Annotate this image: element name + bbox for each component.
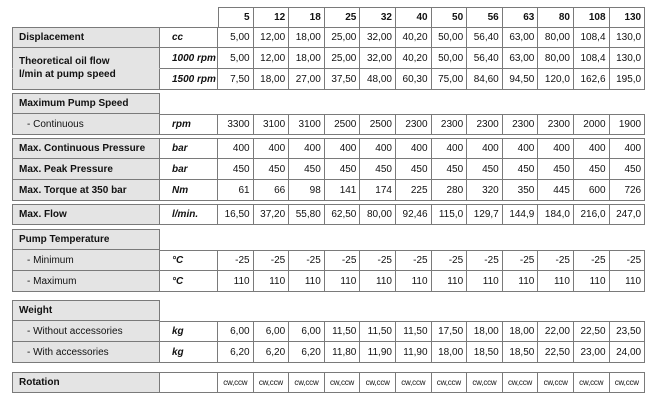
value-cell: 32,00 (360, 48, 396, 69)
value-cell: 144,9 (503, 204, 539, 225)
pump-temperature-min-label: - Minimum (12, 250, 160, 271)
value-cell: 6,20 (254, 342, 290, 363)
value-cell: cw,ccw (289, 372, 325, 393)
value-cell: 56,40 (467, 48, 503, 69)
value-cell: 18,50 (467, 342, 503, 363)
unit-cell: bar (160, 138, 218, 159)
size-header: 130 (610, 7, 646, 28)
value-cell: 129,7 (467, 204, 503, 225)
oil-flow-row-1000 (12, 48, 646, 69)
value-cell: 12,00 (254, 27, 290, 48)
value-cell: 18,50 (503, 342, 539, 363)
value-cell: cw,ccw (538, 372, 574, 393)
max-peak-pressure-label: Max. Peak Pressure (12, 159, 160, 180)
unit-cell: bar (160, 159, 218, 180)
value-cell: 400 (432, 138, 468, 159)
value-cell: -25 (289, 250, 325, 271)
value-cell: 2300 (538, 114, 574, 135)
pump-temperature-max-row (12, 271, 646, 292)
value-cell: 400 (574, 138, 610, 159)
value-cell: 400 (396, 138, 432, 159)
pump-temperature-min-row (12, 250, 646, 271)
value-cell: 110 (432, 271, 468, 292)
unit-cell: °C (160, 271, 218, 292)
value-cell: 726 (610, 180, 646, 201)
value-cell: 600 (574, 180, 610, 201)
value-cell: 400 (467, 138, 503, 159)
value-cell: 162,6 (574, 69, 610, 90)
unit-cell: rpm (160, 114, 218, 135)
value-cell: 2500 (325, 114, 361, 135)
value-cell: 37,50 (325, 69, 361, 90)
value-cell: 6,00 (289, 321, 325, 342)
spacer (160, 93, 646, 114)
pump-temperature-max-label: - Maximum (12, 271, 160, 292)
value-cell: 450 (360, 159, 396, 180)
value-cell: cw,ccw (254, 372, 290, 393)
value-cell: 280 (432, 180, 468, 201)
max-speed-header-row (12, 93, 646, 114)
value-cell: 50,00 (432, 27, 468, 48)
value-cell: 40,20 (396, 48, 432, 69)
value-cell: 184,0 (538, 204, 574, 225)
value-cell: 6,00 (218, 321, 254, 342)
value-cell: 120,0 (538, 69, 574, 90)
max-continuous-pressure-row (12, 138, 646, 159)
value-cell: 5,00 (218, 27, 254, 48)
value-cell: 18,00 (503, 321, 539, 342)
value-cell: cw,ccw (574, 372, 610, 393)
value-cell: 84,60 (467, 69, 503, 90)
value-cell: 141 (325, 180, 361, 201)
value-cell: -25 (254, 250, 290, 271)
value-cell: 450 (396, 159, 432, 180)
value-cell: -25 (325, 250, 361, 271)
size-header: 40 (396, 7, 432, 28)
value-cell: 130,0 (610, 27, 646, 48)
value-cell: 2300 (396, 114, 432, 135)
value-cell: 75,00 (432, 69, 468, 90)
header-spacer (160, 7, 218, 28)
value-cell: 400 (218, 138, 254, 159)
max-continuous-pressure-label: Max. Continuous Pressure (12, 138, 160, 159)
value-cell: 18,00 (467, 321, 503, 342)
spacer (160, 229, 646, 250)
max-flow-row (12, 204, 646, 225)
value-cell: 6,00 (254, 321, 290, 342)
value-cell: 22,00 (538, 321, 574, 342)
header-spacer (12, 7, 160, 28)
value-cell: 27,00 (289, 69, 325, 90)
value-cell: 2300 (467, 114, 503, 135)
value-cell: -25 (396, 250, 432, 271)
value-cell: 450 (467, 159, 503, 180)
max-speed-continuous-row (12, 114, 646, 135)
unit-cell: kg (160, 321, 218, 342)
value-cell: 450 (538, 159, 574, 180)
size-header: 25 (325, 7, 361, 28)
value-cell: 108,4 (574, 48, 610, 69)
value-cell: 98 (289, 180, 325, 201)
value-cell: 17,50 (432, 321, 468, 342)
value-cell: 7,50 (218, 69, 254, 90)
value-cell: 450 (610, 159, 646, 180)
value-cell: 3100 (254, 114, 290, 135)
value-cell: 450 (574, 159, 610, 180)
value-cell: -25 (432, 250, 468, 271)
spacer (160, 300, 646, 321)
value-cell: 18,00 (254, 69, 290, 90)
value-cell: 6,20 (218, 342, 254, 363)
value-cell: 56,40 (467, 27, 503, 48)
value-cell: 48,00 (360, 69, 396, 90)
value-cell: 22,50 (538, 342, 574, 363)
value-cell: 195,0 (610, 69, 646, 90)
value-cell: 450 (218, 159, 254, 180)
rotation-row (12, 372, 646, 393)
pump-temperature-header-row (12, 229, 646, 250)
oil-flow-label: Theoretical oil flow (12, 48, 160, 69)
max-torque-row (12, 180, 646, 201)
value-cell: 3300 (218, 114, 254, 135)
max-torque-label: Max. Torque at 350 bar (12, 180, 160, 201)
value-cell: 63,00 (503, 27, 539, 48)
value-cell: 110 (396, 271, 432, 292)
value-cell: 110 (538, 271, 574, 292)
rotation-label: Rotation (12, 372, 160, 393)
oil-flow-row-1500 (12, 69, 646, 90)
size-header: 18 (289, 7, 325, 28)
value-cell: 400 (254, 138, 290, 159)
value-cell: 37,20 (254, 204, 290, 225)
value-cell: 94,50 (503, 69, 539, 90)
value-cell: -25 (218, 250, 254, 271)
size-header: 63 (503, 7, 539, 28)
value-cell: 115,0 (432, 204, 468, 225)
value-cell: 5,00 (218, 48, 254, 69)
value-cell: 12,00 (254, 48, 290, 69)
value-cell: 24,00 (610, 342, 646, 363)
value-cell: 350 (503, 180, 539, 201)
max-flow-label: Max. Flow (12, 204, 160, 225)
size-header: 5 (218, 7, 254, 28)
max-speed-continuous-label: - Continuous (12, 114, 160, 135)
value-cell: 216,0 (574, 204, 610, 225)
size-header: 108 (574, 7, 610, 28)
value-cell: 445 (538, 180, 574, 201)
value-cell: 400 (538, 138, 574, 159)
weight-without-row (12, 321, 646, 342)
max-speed-label: Maximum Pump Speed (12, 93, 160, 114)
value-cell: 400 (325, 138, 361, 159)
value-cell: 110 (289, 271, 325, 292)
weight-without-accessories-label: - Without accessories (12, 321, 160, 342)
value-cell: cw,ccw (396, 372, 432, 393)
value-cell: cw,ccw (218, 372, 254, 393)
value-cell: cw,ccw (467, 372, 503, 393)
value-cell: 110 (503, 271, 539, 292)
pump-temperature-label: Pump Temperature (12, 229, 160, 250)
value-cell: 80,00 (538, 27, 574, 48)
value-cell: 110 (325, 271, 361, 292)
value-cell: 450 (289, 159, 325, 180)
value-cell: 6,20 (289, 342, 325, 363)
value-cell: 2000 (574, 114, 610, 135)
max-peak-pressure-row (12, 159, 646, 180)
unit-cell: 1000 rpm (160, 48, 218, 69)
value-cell: 247,0 (610, 204, 646, 225)
value-cell: 2300 (503, 114, 539, 135)
value-cell: 25,00 (325, 27, 361, 48)
weight-header-row (12, 300, 646, 321)
value-cell: 80,00 (360, 204, 396, 225)
value-cell: 225 (396, 180, 432, 201)
value-cell: 11,50 (360, 321, 396, 342)
value-cell: 11,90 (360, 342, 396, 363)
value-cell: -25 (610, 250, 646, 271)
value-cell: 66 (254, 180, 290, 201)
value-cell: 11,50 (325, 321, 361, 342)
value-cell: 3100 (289, 114, 325, 135)
displacement-label: Displacement (12, 27, 160, 48)
value-cell: 2500 (360, 114, 396, 135)
value-cell: 18,00 (289, 48, 325, 69)
value-cell: 108,4 (574, 27, 610, 48)
value-cell: 25,00 (325, 48, 361, 69)
size-header: 56 (467, 7, 503, 28)
value-cell: cw,ccw (325, 372, 361, 393)
value-cell: 174 (360, 180, 396, 201)
weight-with-accessories-label: - With accessories (12, 342, 160, 363)
value-cell: 18,00 (432, 342, 468, 363)
value-cell: 450 (503, 159, 539, 180)
displacement-row (12, 27, 646, 48)
value-cell: 110 (254, 271, 290, 292)
value-cell: 60,30 (396, 69, 432, 90)
value-cell: -25 (538, 250, 574, 271)
value-cell: 450 (254, 159, 290, 180)
value-cell: 11,80 (325, 342, 361, 363)
value-cell: -25 (574, 250, 610, 271)
value-cell: 80,00 (538, 48, 574, 69)
value-cell: -25 (360, 250, 396, 271)
value-cell: 110 (610, 271, 646, 292)
value-cell: 62,50 (325, 204, 361, 225)
value-cell: 110 (218, 271, 254, 292)
unit-cell: 1500 rpm (160, 69, 218, 90)
unit-cell: kg (160, 342, 218, 363)
value-cell: 2300 (432, 114, 468, 135)
value-cell: 400 (360, 138, 396, 159)
value-cell: 11,50 (396, 321, 432, 342)
value-cell: 110 (360, 271, 396, 292)
value-cell: 1900 (610, 114, 646, 135)
value-cell: 110 (574, 271, 610, 292)
value-cell: -25 (503, 250, 539, 271)
value-cell: 61 (218, 180, 254, 201)
weight-with-row (12, 342, 646, 363)
value-cell: 55,80 (289, 204, 325, 225)
unit-cell: Nm (160, 180, 218, 201)
value-cell: 11,90 (396, 342, 432, 363)
unit-cell: l/min. (160, 204, 218, 225)
unit-cell: °C (160, 250, 218, 271)
value-cell: 450 (325, 159, 361, 180)
value-cell: cw,ccw (360, 372, 396, 393)
size-header: 80 (538, 7, 574, 28)
unit-cell (160, 372, 218, 393)
value-cell: 18,00 (289, 27, 325, 48)
value-cell: 92,46 (396, 204, 432, 225)
weight-label: Weight (12, 300, 160, 321)
value-cell: 130,0 (610, 48, 646, 69)
value-cell: 320 (467, 180, 503, 201)
value-cell: 16,50 (218, 204, 254, 225)
value-cell: 40,20 (396, 27, 432, 48)
value-cell: 32,00 (360, 27, 396, 48)
value-cell: 63,00 (503, 48, 539, 69)
size-header: 12 (254, 7, 290, 28)
value-cell: 23,50 (610, 321, 646, 342)
size-header: 32 (360, 7, 396, 28)
value-cell: 400 (503, 138, 539, 159)
size-header-row (12, 7, 646, 28)
value-cell: cw,ccw (610, 372, 646, 393)
value-cell: cw,ccw (432, 372, 468, 393)
value-cell: cw,ccw (503, 372, 539, 393)
value-cell: 400 (289, 138, 325, 159)
unit-cell: cc (160, 27, 218, 48)
value-cell: 400 (610, 138, 646, 159)
size-header: 50 (432, 7, 468, 28)
value-cell: 22,50 (574, 321, 610, 342)
value-cell: 110 (467, 271, 503, 292)
oil-flow-label-line2: l/min at pump speed (12, 69, 160, 90)
value-cell: -25 (467, 250, 503, 271)
value-cell: 23,00 (574, 342, 610, 363)
value-cell: 450 (432, 159, 468, 180)
value-cell: 50,00 (432, 48, 468, 69)
